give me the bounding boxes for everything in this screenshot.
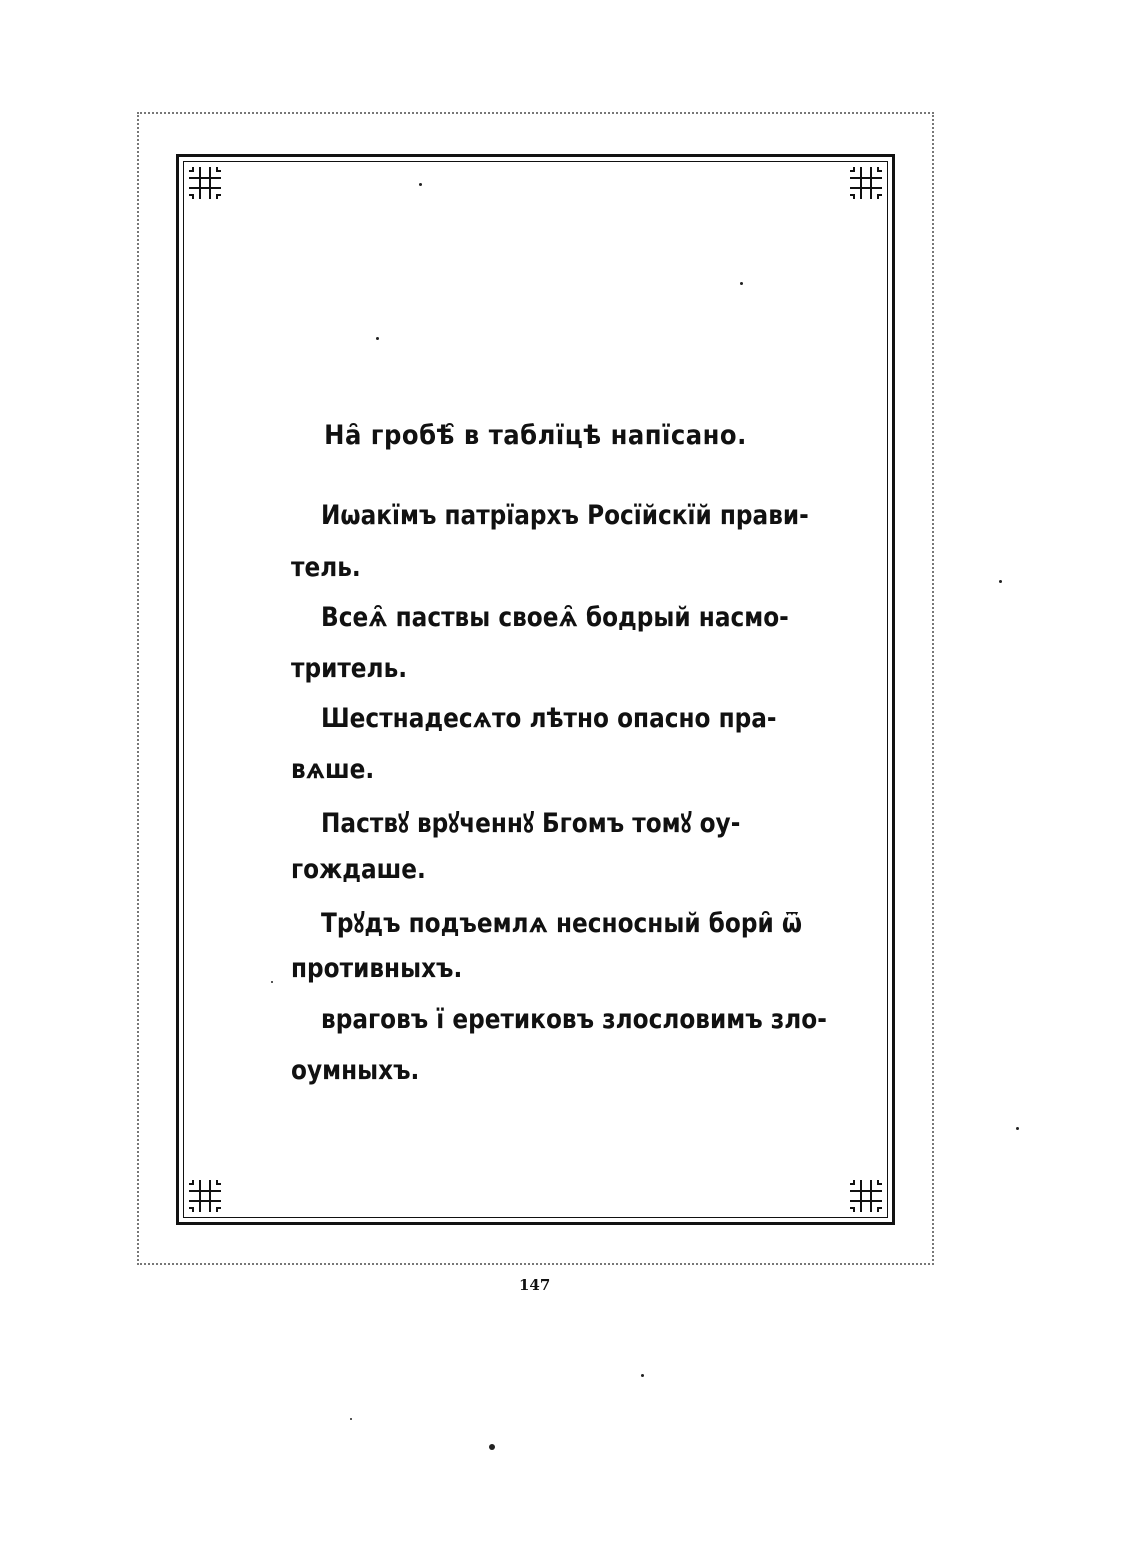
scan-speck [641, 1374, 644, 1377]
scan-speck [419, 183, 422, 186]
scan-speck [740, 282, 743, 285]
scan-speck [271, 981, 273, 983]
corner-ornament-icon [187, 1178, 223, 1214]
verse-line: Паствꙋ врꙋченнꙋ Бгомъ томꙋ оу- [321, 808, 741, 839]
verse-line: оумныхъ. [291, 1055, 420, 1086]
verse-line: Иѡакїмъ патрїархъ Росїйскїй прави- [321, 500, 809, 531]
verse-line: гождаше. [291, 854, 426, 885]
verse-line: враговъ ї еретиковъ злословимъ зло- [321, 1004, 827, 1035]
verse-line: Шестнадесѧто лѣтно опасно пра- [321, 703, 777, 734]
scan-speck [999, 580, 1002, 583]
corner-ornament-icon [848, 165, 884, 201]
verse-line: вѧше. [291, 754, 375, 785]
corner-ornament-icon [848, 1178, 884, 1214]
corner-ornament-icon [187, 165, 223, 201]
verse-line: Трꙋдъ подъемлѧ несносный бори̑ ѿ [321, 908, 803, 939]
scan-speck [489, 1444, 495, 1450]
epitaph-heading: На̑ гробѣ̑ в таблїцѣ напїсано. [324, 420, 747, 451]
verse-line: противныхъ. [291, 953, 463, 984]
scan-speck [376, 337, 379, 340]
scan-speck [350, 1418, 352, 1420]
verse-line: тель. [291, 552, 361, 583]
scan-speck [1016, 1127, 1019, 1130]
page-number: 147 [519, 1276, 551, 1294]
verse-line: тритель. [291, 653, 408, 684]
verse-line: Всеѧ̑ паствы своеѧ̑ бодрый насмо- [321, 602, 789, 633]
